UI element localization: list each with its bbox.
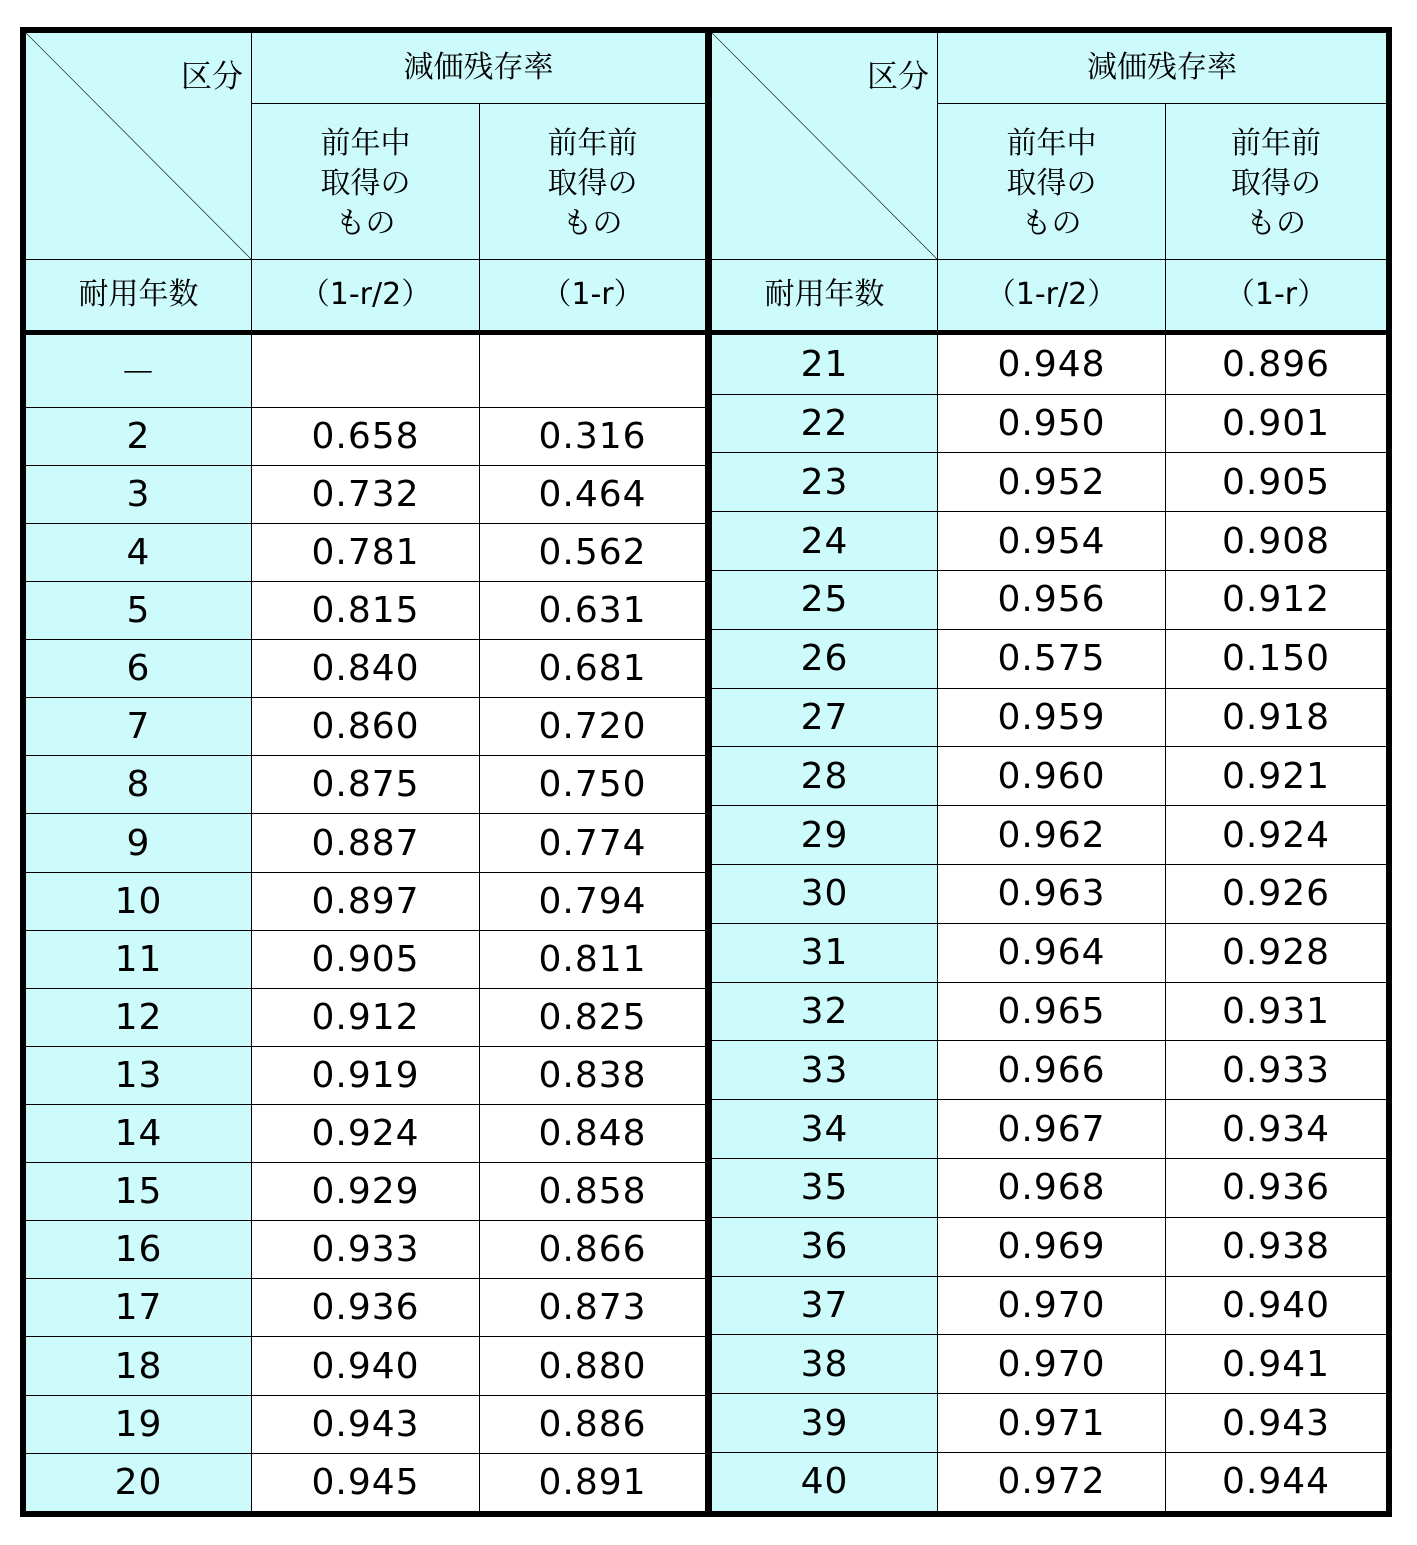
mid-rate-cell: 0.781 — [252, 523, 480, 581]
col-mid-header — [252, 104, 480, 260]
begin-rate-cell: 0.825 — [480, 988, 706, 1046]
begin-rate-cell: 0.794 — [480, 872, 706, 930]
year-cell: 30 — [712, 864, 938, 923]
mid-rate-cell: 0.948 — [938, 333, 1166, 395]
mid-rate-cell: 0.936 — [252, 1279, 480, 1337]
begin-rate-cell: 0.944 — [1166, 1452, 1387, 1511]
year-cell: 4 — [26, 523, 252, 581]
mid-rate-cell: 0.575 — [938, 629, 1166, 688]
years-label: 耐用年数 — [712, 260, 938, 333]
table-row — [26, 407, 706, 465]
begin-rate-cell: 0.681 — [480, 640, 706, 698]
mid-rate-cell: 0.954 — [938, 512, 1166, 571]
begin-rate-cell: 0.858 — [480, 1163, 706, 1221]
table-row — [26, 640, 706, 698]
begin-rate-cell: 0.926 — [1166, 864, 1387, 923]
begin-rate-cell: 0.943 — [1166, 1394, 1387, 1453]
col-mid-line-1: 前年中 — [1006, 125, 1097, 161]
begin-rate-cell: 0.933 — [1166, 1041, 1387, 1100]
table-row — [26, 1395, 706, 1453]
begin-rate-cell: 0.921 — [1166, 747, 1387, 806]
table-row — [712, 1276, 1387, 1335]
mid-rate-cell: 0.929 — [252, 1163, 480, 1221]
table-row — [26, 930, 706, 988]
year-cell: 32 — [712, 982, 938, 1041]
mid-rate-cell: 0.952 — [938, 453, 1166, 512]
mid-rate-cell: 0.972 — [938, 1452, 1166, 1511]
year-cell: 35 — [712, 1158, 938, 1217]
mid-rate-cell: 0.732 — [252, 465, 480, 523]
year-cell: 33 — [712, 1041, 938, 1100]
begin-rate-cell: 0.901 — [1166, 394, 1387, 453]
col-mid-line-2: 取得の — [320, 165, 411, 201]
year-cell: 16 — [26, 1221, 252, 1279]
begin-rate-cell: 0.934 — [1166, 1100, 1387, 1159]
mid-rate-cell: 0.956 — [938, 571, 1166, 630]
year-cell: 36 — [712, 1217, 938, 1276]
mid-rate-cell: 0.887 — [252, 814, 480, 872]
begin-rate-cell: 0.896 — [1166, 333, 1387, 395]
col-begin-line-3: もの — [562, 205, 623, 241]
begin-rate-cell: 0.811 — [480, 930, 706, 988]
table-row — [26, 1279, 706, 1337]
col-mid-line-2: 取得の — [1006, 165, 1097, 201]
table-row — [26, 582, 706, 640]
col-mid-header — [938, 104, 1166, 260]
table-row — [26, 1337, 706, 1395]
table-row — [712, 1217, 1387, 1276]
table-row — [712, 688, 1387, 747]
begin-rate-cell: 0.924 — [1166, 806, 1387, 865]
table-row — [712, 923, 1387, 982]
mid-rate-cell: 0.963 — [938, 864, 1166, 923]
begin-rate-cell: 0.918 — [1166, 688, 1387, 747]
table-row — [26, 1453, 706, 1511]
table-row — [712, 629, 1387, 688]
table-row — [712, 1158, 1387, 1217]
begin-rate-cell: 0.866 — [480, 1221, 706, 1279]
table-row — [712, 806, 1387, 865]
year-cell: 22 — [712, 394, 938, 453]
col-begin-line-1: 前年前 — [1231, 125, 1321, 161]
mid-rate-cell: 0.658 — [252, 407, 480, 465]
mid-rate-cell: 0.905 — [252, 930, 480, 988]
table-row — [26, 1221, 706, 1279]
col-begin-line-2: 取得の — [547, 165, 638, 201]
year-cell: 31 — [712, 923, 938, 982]
table-left-half — [25, 32, 711, 1512]
formula-mid: （1-r/2） — [252, 260, 480, 333]
table-row — [712, 512, 1387, 571]
mid-rate-cell: 0.860 — [252, 698, 480, 756]
mid-rate-cell: 0.962 — [938, 806, 1166, 865]
col-begin-header — [1166, 104, 1387, 260]
col-mid-line-3: もの — [1021, 205, 1082, 241]
begin-rate-cell: 0.150 — [1166, 629, 1387, 688]
col-begin-line-3: もの — [1246, 205, 1306, 241]
mid-rate-cell: 0.875 — [252, 756, 480, 814]
table-row — [712, 571, 1387, 630]
table-row — [26, 756, 706, 814]
mid-rate-cell: 0.960 — [938, 747, 1166, 806]
table-row — [26, 523, 706, 581]
table-row — [712, 1394, 1387, 1453]
mid-rate-cell: 0.943 — [252, 1395, 480, 1453]
table-row — [712, 982, 1387, 1041]
year-cell: 15 — [26, 1163, 252, 1221]
table-row — [26, 988, 706, 1046]
table-row — [712, 394, 1387, 453]
begin-rate-cell: 0.940 — [1166, 1276, 1387, 1335]
left-table — [25, 32, 706, 1512]
year-cell: 12 — [26, 988, 252, 1046]
mid-rate-cell: 0.940 — [252, 1337, 480, 1395]
year-cell: 37 — [712, 1276, 938, 1335]
rate-title: 減価残存率 — [252, 33, 706, 104]
right-table — [711, 32, 1387, 1512]
year-cell: 28 — [712, 747, 938, 806]
year-cell: 18 — [26, 1337, 252, 1395]
year-cell: 9 — [26, 814, 252, 872]
year-cell: 2 — [26, 407, 252, 465]
begin-rate-cell: 0.750 — [480, 756, 706, 814]
begin-rate-cell: 0.886 — [480, 1395, 706, 1453]
begin-rate-cell: 0.848 — [480, 1105, 706, 1163]
mid-rate-cell: 0.969 — [938, 1217, 1166, 1276]
year-cell: 11 — [26, 930, 252, 988]
mid-rate-cell: 0.971 — [938, 1394, 1166, 1453]
table-right-half — [711, 32, 1387, 1512]
mid-rate-cell: 0.840 — [252, 640, 480, 698]
kubun-label: 区分 — [181, 59, 243, 95]
year-cell: 21 — [712, 333, 938, 395]
table-row — [26, 1046, 706, 1104]
year-cell: 29 — [712, 806, 938, 865]
mid-rate-cell: 0.966 — [938, 1041, 1166, 1100]
year-cell: 27 — [712, 688, 938, 747]
mid-rate-cell: 0.924 — [252, 1105, 480, 1163]
begin-rate-cell: 0.891 — [480, 1453, 706, 1511]
depreciation-table — [20, 27, 1392, 1517]
mid-rate-cell: 0.945 — [252, 1453, 480, 1511]
table-row — [712, 747, 1387, 806]
table-row — [26, 1105, 706, 1163]
year-cell: 40 — [712, 1452, 938, 1511]
year-cell: 26 — [712, 629, 938, 688]
begin-rate-cell: 0.631 — [480, 582, 706, 640]
begin-rate-cell: 0.931 — [1166, 982, 1387, 1041]
begin-rate-cell — [480, 333, 706, 408]
table-row — [712, 1452, 1387, 1511]
year-cell: 23 — [712, 453, 938, 512]
year-cell: 10 — [26, 872, 252, 930]
years-label: 耐用年数 — [26, 260, 252, 333]
mid-rate-cell: 0.919 — [252, 1046, 480, 1104]
year-cell: 3 — [26, 465, 252, 523]
table-row — [712, 1100, 1387, 1159]
mid-rate-cell: 0.970 — [938, 1276, 1166, 1335]
begin-rate-cell: 0.936 — [1166, 1158, 1387, 1217]
mid-rate-cell: 0.970 — [938, 1335, 1166, 1394]
year-cell: 7 — [26, 698, 252, 756]
begin-rate-cell: 0.720 — [480, 698, 706, 756]
year-cell: 5 — [26, 582, 252, 640]
table-row — [26, 465, 706, 523]
begin-rate-cell: 0.464 — [480, 465, 706, 523]
col-begin-header — [480, 104, 706, 260]
table-row — [712, 453, 1387, 512]
corner-cell — [712, 33, 938, 260]
col-begin-line-1: 前年前 — [547, 125, 638, 161]
year-cell: 13 — [26, 1046, 252, 1104]
table-row — [26, 872, 706, 930]
formula-begin: （1-r） — [480, 260, 706, 333]
kubun-label: 区分 — [867, 59, 929, 95]
year-cell: 17 — [26, 1279, 252, 1337]
mid-rate-cell: 0.897 — [252, 872, 480, 930]
begin-rate-cell: 0.908 — [1166, 512, 1387, 571]
begin-rate-cell: 0.938 — [1166, 1217, 1387, 1276]
year-cell: 39 — [712, 1394, 938, 1453]
year-cell: 19 — [26, 1395, 252, 1453]
table-row — [26, 814, 706, 872]
begin-rate-cell: 0.873 — [480, 1279, 706, 1337]
year-cell: 6 — [26, 640, 252, 698]
begin-rate-cell: 0.774 — [480, 814, 706, 872]
col-begin-line-2: 取得の — [1231, 165, 1321, 201]
mid-rate-cell: 0.933 — [252, 1221, 480, 1279]
col-mid-line-1: 前年中 — [320, 125, 411, 161]
begin-rate-cell: 0.905 — [1166, 453, 1387, 512]
year-cell: 24 — [712, 512, 938, 571]
year-cell: － — [26, 333, 252, 408]
begin-rate-cell: 0.941 — [1166, 1335, 1387, 1394]
begin-rate-cell: 0.912 — [1166, 571, 1387, 630]
begin-rate-cell: 0.838 — [480, 1046, 706, 1104]
table-row — [26, 1163, 706, 1221]
year-cell: 20 — [26, 1453, 252, 1511]
year-cell: 8 — [26, 756, 252, 814]
table-row — [712, 333, 1387, 395]
table-row — [712, 1041, 1387, 1100]
formula-begin: （1-r） — [1166, 260, 1387, 333]
mid-rate-cell: 0.967 — [938, 1100, 1166, 1159]
formula-mid: （1-r/2） — [938, 260, 1166, 333]
mid-rate-cell — [252, 333, 480, 408]
mid-rate-cell: 0.912 — [252, 988, 480, 1046]
begin-rate-cell: 0.928 — [1166, 923, 1387, 982]
mid-rate-cell: 0.959 — [938, 688, 1166, 747]
year-cell: 25 — [712, 571, 938, 630]
col-mid-line-3: もの — [335, 205, 396, 241]
table-row — [26, 698, 706, 756]
mid-rate-cell: 0.964 — [938, 923, 1166, 982]
year-cell: 34 — [712, 1100, 938, 1159]
begin-rate-cell: 0.880 — [480, 1337, 706, 1395]
begin-rate-cell: 0.316 — [480, 407, 706, 465]
rate-title: 減価残存率 — [938, 33, 1387, 104]
mid-rate-cell: 0.815 — [252, 582, 480, 640]
mid-rate-cell: 0.950 — [938, 394, 1166, 453]
table-row — [712, 1335, 1387, 1394]
mid-rate-cell: 0.965 — [938, 982, 1166, 1041]
table-row — [26, 333, 706, 408]
year-cell: 14 — [26, 1105, 252, 1163]
mid-rate-cell: 0.968 — [938, 1158, 1166, 1217]
corner-cell — [26, 33, 252, 260]
year-cell: 38 — [712, 1335, 938, 1394]
begin-rate-cell: 0.562 — [480, 523, 706, 581]
table-row — [712, 864, 1387, 923]
